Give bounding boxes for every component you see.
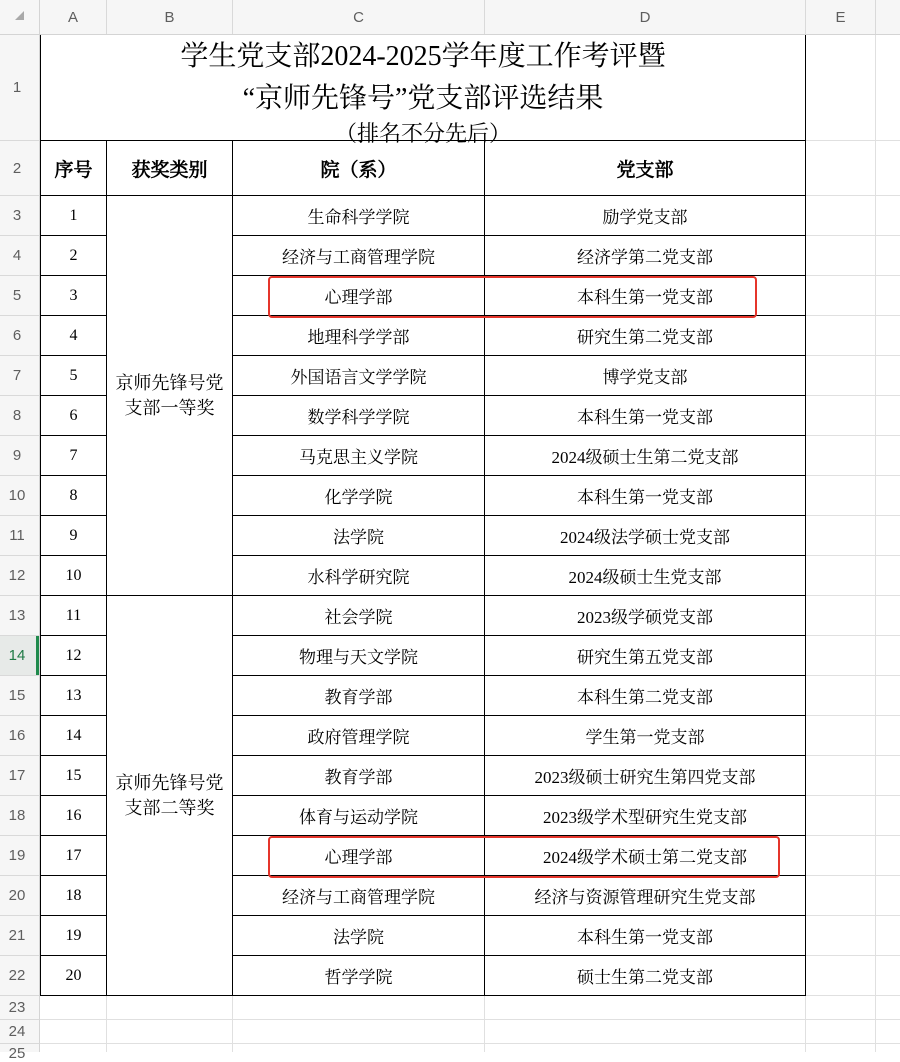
- cell-no[interactable]: 18: [41, 876, 106, 915]
- category-label: 京师先锋号党支部二等奖: [115, 772, 224, 818]
- row-header-9[interactable]: 9: [0, 436, 40, 476]
- cell-no[interactable]: 14: [41, 716, 106, 755]
- row-header-5[interactable]: 5: [0, 276, 40, 316]
- header-category[interactable]: 获奖类别: [107, 141, 232, 195]
- cell-branch[interactable]: 励学党支部: [485, 196, 805, 235]
- row-header-7[interactable]: 7: [0, 356, 40, 396]
- cell-branch[interactable]: 学生第一党支部: [485, 716, 805, 755]
- cell-no[interactable]: 13: [41, 676, 106, 715]
- cell-branch[interactable]: 经济与资源管理研究生党支部: [485, 876, 805, 915]
- cell-no[interactable]: 7: [41, 436, 106, 475]
- column-header-e[interactable]: E: [806, 0, 876, 34]
- cell-college[interactable]: 法学院: [233, 916, 484, 955]
- cell-no[interactable]: 6: [41, 396, 106, 435]
- cell-college[interactable]: 教育学部: [233, 756, 484, 795]
- title-line-2: “京师先锋号”党支部评选结果: [242, 83, 604, 114]
- category-label: 京师先锋号党支部一等奖: [115, 372, 224, 418]
- cell-category-second-prize[interactable]: [107, 596, 232, 995]
- cell-no[interactable]: 10: [41, 556, 106, 595]
- row-header-14-selected[interactable]: 14: [0, 636, 40, 676]
- cell-no[interactable]: 17: [41, 836, 106, 875]
- header-no[interactable]: 序号: [41, 141, 106, 195]
- cell-branch[interactable]: 本科生第一党支部: [485, 276, 805, 315]
- cell-no[interactable]: 8: [41, 476, 106, 515]
- cell-no[interactable]: 15: [41, 756, 106, 795]
- cell-branch[interactable]: 本科生第二党支部: [485, 676, 805, 715]
- row-header-10[interactable]: 10: [0, 476, 40, 516]
- cell-college[interactable]: 哲学学院: [233, 956, 484, 995]
- cell-college[interactable]: 地理科学学部: [233, 316, 484, 355]
- title-line-1: 学生党支部2024-2025学年度工作考评暨: [180, 41, 666, 72]
- select-all-corner[interactable]: [0, 0, 40, 34]
- cell-no[interactable]: 11: [41, 596, 106, 635]
- cell-branch[interactable]: 经济学第二党支部: [485, 236, 805, 275]
- row-header-17[interactable]: 17: [0, 756, 40, 796]
- row-header-6[interactable]: 6: [0, 316, 40, 356]
- cell-no[interactable]: 16: [41, 796, 106, 835]
- row-headers: [0, 35, 40, 1062]
- title-line-3: （排名不分先后）: [334, 121, 511, 146]
- row-header-18[interactable]: 18: [0, 796, 40, 836]
- row-header-24[interactable]: 24: [0, 1020, 40, 1044]
- row-header-15[interactable]: 15: [0, 676, 40, 716]
- cell-college[interactable]: 体育与运动学院: [233, 796, 484, 835]
- cell-branch[interactable]: 硕士生第二党支部: [485, 956, 805, 995]
- header-branch[interactable]: 党支部: [485, 141, 805, 195]
- cell-no[interactable]: 19: [41, 916, 106, 955]
- row-header-19[interactable]: 19: [0, 836, 40, 876]
- cell-college[interactable]: 马克思主义学院: [233, 436, 484, 475]
- row-header-21[interactable]: 21: [0, 916, 40, 956]
- cell-branch[interactable]: 本科生第一党支部: [485, 476, 805, 515]
- row-header-23[interactable]: 23: [0, 996, 40, 1020]
- header-college[interactable]: 院（系）: [233, 141, 484, 195]
- cell-branch[interactable]: 2024级学术硕士第二党支部: [485, 836, 805, 875]
- cell-category-first-prize[interactable]: [107, 196, 232, 595]
- cell-college[interactable]: 政府管理学院: [233, 716, 484, 755]
- cell-branch[interactable]: 2024级硕士生第二党支部: [485, 436, 805, 475]
- select-all-icon[interactable]: [15, 11, 24, 20]
- row-header-20[interactable]: 20: [0, 876, 40, 916]
- highlight-box-psychology-row-17: [268, 836, 780, 878]
- row-header-1[interactable]: 1: [0, 35, 40, 141]
- column-header-c[interactable]: C: [233, 0, 485, 34]
- row-header-3[interactable]: 3: [0, 196, 40, 236]
- column-headers: [0, 0, 900, 35]
- title-cell[interactable]: [41, 35, 805, 146]
- cell-college[interactable]: 外国语言文学学院: [233, 356, 484, 395]
- cell-college[interactable]: 社会学院: [233, 596, 484, 635]
- row-header-16[interactable]: 16: [0, 716, 40, 756]
- cell-no[interactable]: 1: [41, 196, 106, 235]
- row-header-4[interactable]: 4: [0, 236, 40, 276]
- row-header-13[interactable]: 13: [0, 596, 40, 636]
- column-header-b[interactable]: B: [107, 0, 233, 34]
- column-header-a[interactable]: A: [40, 0, 107, 34]
- cell-college[interactable]: 物理与天文学院: [233, 636, 484, 675]
- cell-college[interactable]: 心理学部: [233, 276, 484, 315]
- cell-college[interactable]: 心理学部: [233, 836, 484, 875]
- column-header-f[interactable]: [876, 0, 900, 34]
- row-header-8[interactable]: 8: [0, 396, 40, 436]
- cell-branch[interactable]: 2023级硕士研究生第四党支部: [485, 756, 805, 795]
- row-header-11[interactable]: 11: [0, 516, 40, 556]
- cell-branch[interactable]: 本科生第一党支部: [485, 396, 805, 435]
- cell-college[interactable]: 生命科学学院: [233, 196, 484, 235]
- cell-branch[interactable]: 2024级法学硕士党支部: [485, 516, 805, 555]
- cell-college[interactable]: 经济与工商管理学院: [233, 236, 484, 275]
- cell-no[interactable]: 5: [41, 356, 106, 395]
- cell-branch[interactable]: 2023级学术型研究生党支部: [485, 796, 805, 835]
- cell-branch[interactable]: 研究生第二党支部: [485, 316, 805, 355]
- cell-college[interactable]: 化学学院: [233, 476, 484, 515]
- cell-branch[interactable]: 博学党支部: [485, 356, 805, 395]
- cell-college[interactable]: 经济与工商管理学院: [233, 876, 484, 915]
- cell-no[interactable]: 9: [41, 516, 106, 555]
- cell-no[interactable]: 3: [41, 276, 106, 315]
- cell-no[interactable]: 20: [41, 956, 106, 995]
- cell-no[interactable]: 12: [41, 636, 106, 675]
- row-header-25[interactable]: 25: [0, 1044, 40, 1052]
- cell-college[interactable]: 法学院: [233, 516, 484, 555]
- cell-branch[interactable]: 研究生第五党支部: [485, 636, 805, 675]
- row-header-12[interactable]: 12: [0, 556, 40, 596]
- row-header-2[interactable]: 2: [0, 141, 40, 196]
- cell-college[interactable]: 水科学研究院: [233, 556, 484, 595]
- row-header-22[interactable]: 22: [0, 956, 40, 996]
- cell-branch[interactable]: 2024级硕士生党支部: [485, 556, 805, 595]
- highlight-box-psychology-row-3: [268, 276, 757, 318]
- cell-branch[interactable]: 2023级学硕党支部: [485, 596, 805, 635]
- cell-no[interactable]: 2: [41, 236, 106, 275]
- cell-college[interactable]: 数学科学学院: [233, 396, 484, 435]
- cell-no[interactable]: 4: [41, 316, 106, 355]
- cell-branch[interactable]: 本科生第一党支部: [485, 916, 805, 955]
- column-header-d[interactable]: D: [485, 0, 806, 34]
- cell-college[interactable]: 教育学部: [233, 676, 484, 715]
